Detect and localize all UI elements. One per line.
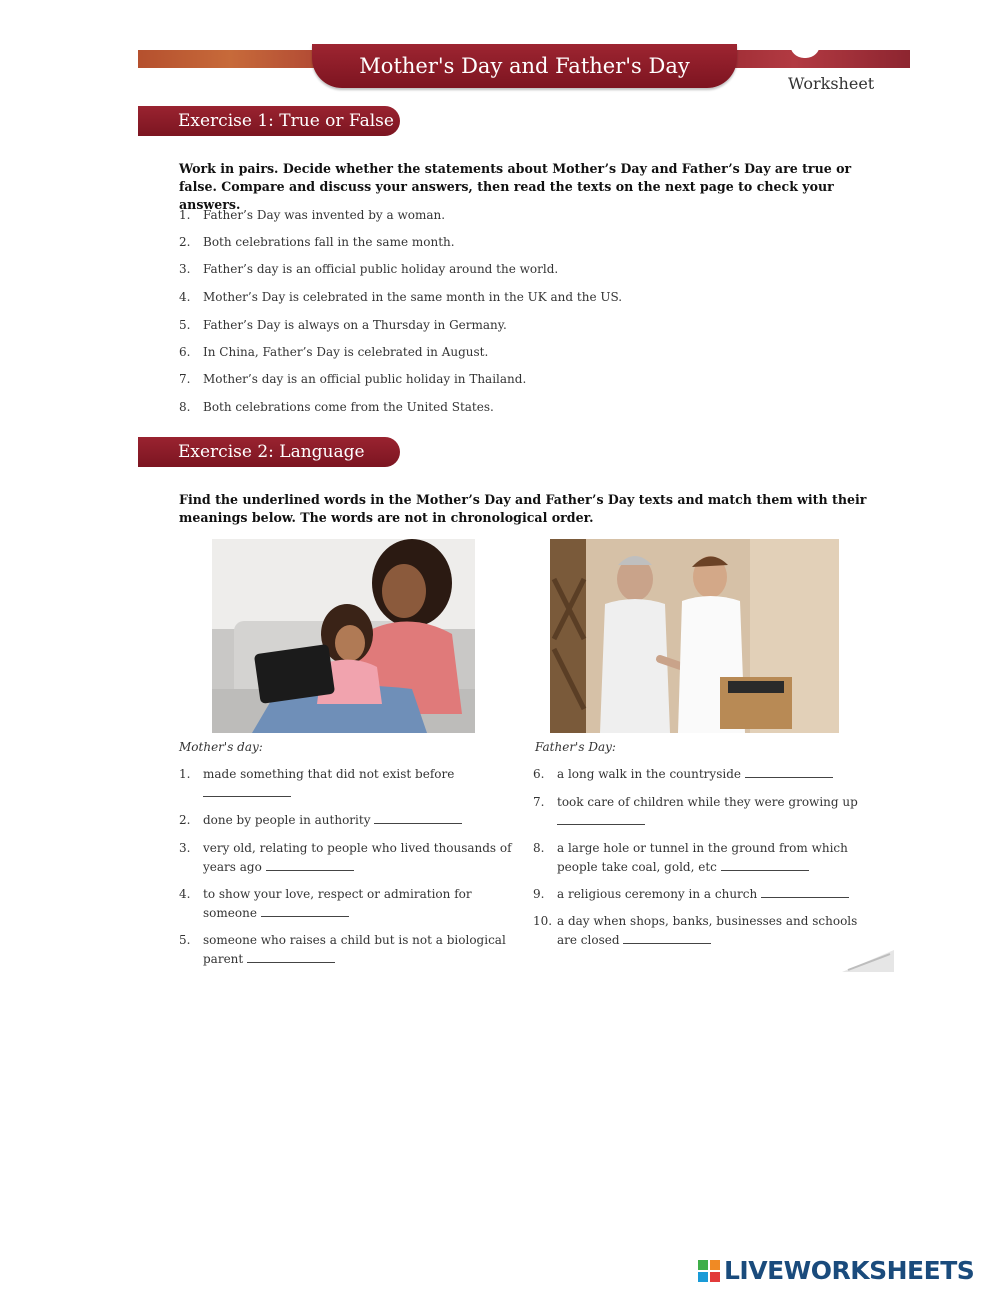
answer-blank[interactable] [247, 952, 335, 963]
answer-blank[interactable] [261, 906, 349, 917]
liveworksheets-logo-text: LIVEWORKSHEETS [724, 1256, 975, 1285]
definition-item: 2. done by people in authority [179, 811, 509, 830]
definition-item: 6. a long walk in the countryside [533, 765, 863, 784]
definition-item: 4. to show your love, respect or admiration for someone [179, 887, 472, 920]
answer-blank[interactable] [374, 813, 462, 824]
mothers-day-label: Mother's day: [179, 740, 263, 754]
corner-tag-decoration [842, 950, 894, 972]
statement-item: 7. Mother’s day is an official public holiday in Thailand. [179, 372, 527, 386]
mother-daughter-photo [212, 539, 475, 733]
exercise-2-heading: Exercise 2: Language [138, 437, 400, 467]
mother-daughter-illustration [212, 539, 475, 733]
statement-item: 1. Father’s Day was invented by a woman. [179, 208, 446, 222]
answer-blank[interactable] [745, 767, 833, 778]
definition-item: 5. someone who raises a child but is not a biological parent [179, 933, 506, 966]
answer-blank[interactable] [203, 786, 291, 797]
exercise-1-heading: Exercise 1: True or False [138, 106, 400, 136]
father-son-illustration [550, 539, 839, 733]
statement-item: 5. Father’s Day is always on a Thursday in Germany. [179, 318, 507, 332]
answer-blank[interactable] [623, 933, 711, 944]
worksheet-label: Worksheet [788, 74, 875, 93]
fathers-day-label: Father's Day: [535, 740, 616, 754]
statement-item: 8. Both celebrations come from the United States. [179, 400, 494, 414]
statement-item: 3. Father’s day is an official public holiday around the world. [179, 262, 559, 276]
definition-item: 3. very old, relating to people who lived thousands of years ago [179, 841, 512, 874]
page-title: Mother's Day and Father's Day [312, 44, 737, 88]
exercise-2-instructions: Find the underlined words in the Mother’s Day and Father’s Day texts and match them with their meanings below. The words are not in chronological order. [179, 492, 867, 525]
definition-item: 8. a large hole or tunnel in the ground from which people take coal, gold, etc [533, 841, 848, 874]
statement-item: 2. Both celebrations fall in the same month. [179, 235, 455, 249]
answer-blank[interactable] [721, 860, 809, 871]
definition-item: 7. took care of children while they were growing up [533, 793, 858, 830]
statement-item: 6. In China, Father’s Day is celebrated in August. [179, 345, 489, 359]
liveworksheets-logo-icon [698, 1260, 720, 1282]
statement-item: 4. Mother’s Day is celebrated in the same month in the UK and the US. [179, 290, 623, 304]
exercise-1-instructions: Work in pairs. Decide whether the statements about Mother’s Day and Father’s Day are true or false. Compare and discuss your answers, then read the texts on the next page to check your answers. [179, 161, 852, 212]
answer-blank[interactable] [761, 887, 849, 898]
definition-item: 1. made something that did not exist before [179, 765, 509, 802]
father-son-photo [550, 539, 839, 733]
answer-blank[interactable] [557, 814, 645, 825]
definition-item: 9. a religious ceremony in a church [533, 885, 863, 904]
answer-blank[interactable] [266, 860, 354, 871]
definition-item: 10. a day when shops, banks, businesses and schools are closed [533, 914, 858, 947]
